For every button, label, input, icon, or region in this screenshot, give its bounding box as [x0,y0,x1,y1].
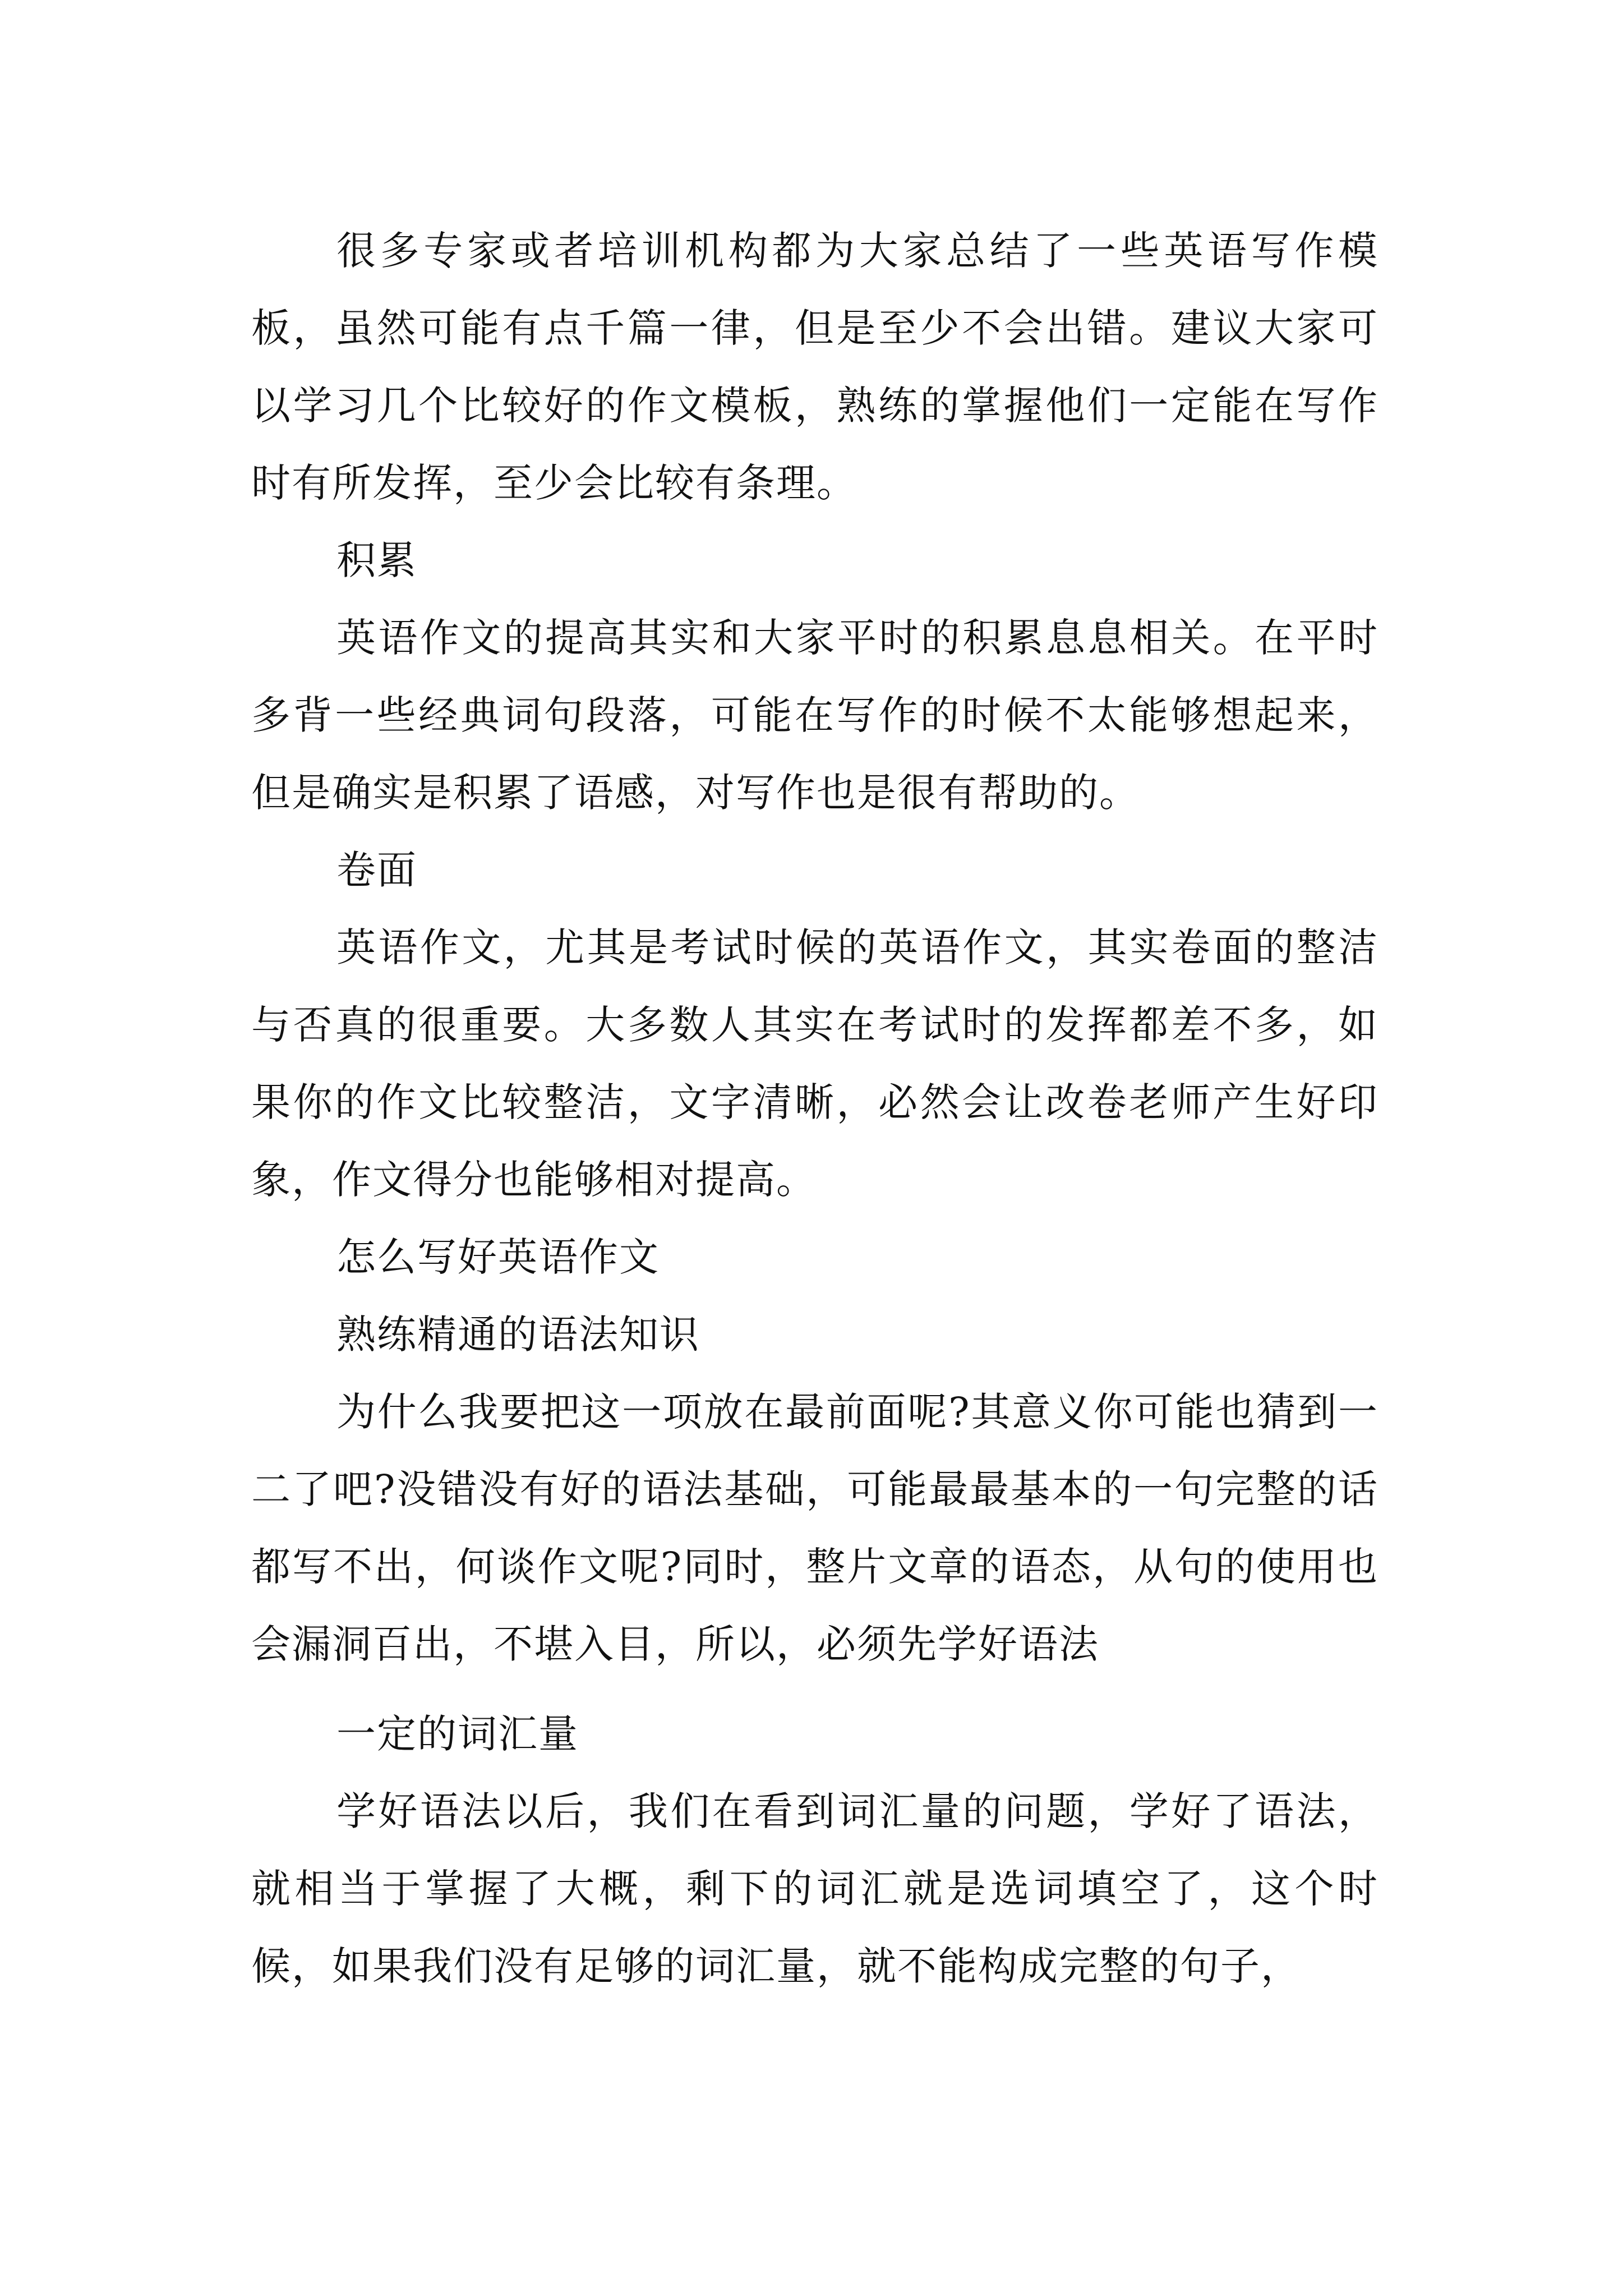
heading-how-to-write: 怎么写好英语作文 [336,1234,660,1280]
heading-grammar: 熟练精通的语法知识 [336,1312,700,1358]
paragraph-vocabulary: 学好语法以后，我们在看到词汇量的问题，学好了语法，就相当于掌握了大概，剩下的词汇就是选词填空了，这个时候，如果我们没有足够的词汇量，就不能构成完整的句子， [251,1788,1378,1989]
heading-accumulation: 积累 [336,537,417,583]
paragraph-accumulation: 英语作文的提高其实和大家平时的积累息息相关。在平时多背一些经典词句段落，可能在写作的时候不太能够想起来，但是确实是积累了语感，对写作也是很有帮助的。 [251,615,1378,816]
document-body [251,212,1378,2005]
paragraph-grammar: 为什么我要把这一项放在最前面呢?其意义你可能也猜到一二了吧?没错没有好的语法基础，可能最最基本的一句完整的话都写不出，何谈作文呢?同时，整片文章的语态，从句的使用也会漏洞百出，不堪入目，所以，必须先学好语法 [251,1389,1378,1667]
heading-vocabulary: 一定的词汇量 [336,1711,579,1757]
heading-page-neatness: 卷面 [336,847,417,893]
paragraph-page-neatness: 英语作文，尤其是考试时候的英语作文，其实卷面的整洁与否真的很重要。大多数人其实在考试时的发挥都差不多，如果你的作文比较整洁，文字清晰，必然会让改卷老师产生好印象，作文得分也能够相对提高。 [251,924,1378,1203]
paragraph-templates: 很多专家或者培训机构都为大家总结了一些英语写作模板，虽然可能有点千篇一律，但是至少不会出错。建议大家可以学习几个比较好的作文模板，熟练的掌握他们一定能在写作时有所发挥，至少会比较有条理。 [251,228,1378,506]
